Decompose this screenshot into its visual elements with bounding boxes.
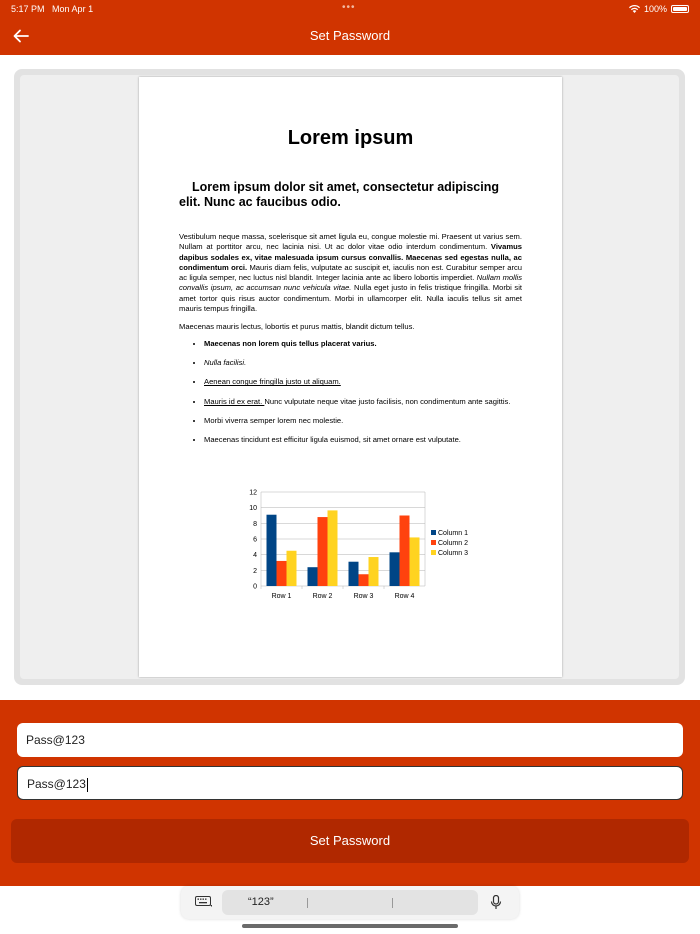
bar-chart (239, 487, 469, 617)
y-tick-label: 2 (253, 567, 257, 575)
bar (369, 557, 379, 586)
microphone-icon[interactable] (490, 895, 502, 910)
bar (287, 551, 297, 586)
legend-swatch (431, 550, 436, 555)
battery-icon (671, 5, 689, 13)
keyboard-shortcut-bar (181, 886, 519, 919)
document-subtitle: Lorem ipsum dolor sit amet, consectetur adipiscing elit. Nunc ac faucibus odio. (179, 180, 500, 209)
list-item: • Aenean congue fringilla justo ut aliquam. (204, 377, 522, 387)
x-tick-label: Row 2 (312, 593, 333, 600)
y-tick-label: 4 (253, 552, 257, 560)
text-caret (87, 778, 88, 792)
suggestion-separator (392, 898, 393, 908)
y-tick-label: 10 (249, 505, 257, 513)
password-input[interactable]: Pass@123 (17, 723, 683, 757)
set-password-button[interactable]: Set Password (11, 819, 689, 863)
status-time: 5:17 PM Mon Apr 1 (11, 4, 94, 14)
legend-label: Column 3 (438, 550, 468, 557)
list-item: • Nulla facilisi. (204, 358, 522, 368)
y-tick-label: 0 (253, 583, 257, 591)
wifi-icon (629, 5, 640, 13)
status-date: Mon Apr 1 (52, 4, 94, 14)
x-tick-label: Row 3 (353, 593, 374, 600)
document-paragraph-1: Vestibulum neque massa, scelerisque sit amet ligula eu, congue molestie mi. Praesent ut varius sem. Nullam at porttitor arcu, nec lacinia nisi. Ut ac dolor vitae odio interdum condimentum. Vivamus dapibus sodales ex, vitae malesuada ipsum cursus convallis. Maecenas sed egestas nulla, ac condimentum orci. Mauris diam felis, vulputate ac suscipit et, iaculis non est. Curabitur semper arcu ac ligula semper, nec luctus nisl blandit. Integer lacinia ante ac libero lobortis imperdiet. Nullam mollis convallis ipsum, ac accumsan nunc vehicula vitae. Nulla eget justo in felis tristique fringilla. Morbi sit amet tortor quis risus auctor condimentum. Morbi in ullamcorper elit. Nulla iaculis tellus sit amet mauris tempus fringilla. (179, 232, 523, 314)
suggestion-word[interactable]: “123” (248, 896, 274, 908)
bar (359, 574, 369, 586)
document-bullet-list (179, 339, 522, 446)
bar (390, 552, 400, 586)
bar (349, 562, 359, 586)
bar-chart-svg (239, 487, 469, 617)
list-item: • Maecenas tincidunt est efficitur ligula euismod, sit amet ornare est vulputate. (204, 435, 522, 445)
legend-label: Column 2 (438, 540, 468, 547)
legend-swatch (431, 530, 436, 535)
y-tick-label: 8 (253, 520, 257, 528)
list-item: • Morbi viverra semper lorem nec molestie. (204, 416, 522, 426)
bar (318, 517, 328, 586)
home-indicator[interactable] (242, 924, 458, 928)
keyboard-icon[interactable] (195, 896, 213, 908)
confirm-password-input[interactable]: Pass@123 (17, 766, 683, 800)
document-title: Lorem ipsum (287, 127, 414, 149)
bar (400, 516, 410, 587)
bar (267, 515, 277, 586)
x-tick-label: Row 4 (394, 593, 415, 600)
bar (308, 567, 318, 586)
app-bar (0, 18, 700, 55)
x-tick-label: Row 1 (271, 593, 292, 600)
battery-percent: 100% (643, 4, 667, 14)
status-bar (0, 0, 700, 18)
list-item: • Mauris id ex erat. Nunc vulputate neque vitae justo facilisis, non condimentum ante sagittis. (204, 397, 522, 407)
legend-swatch (431, 540, 436, 545)
document-page[interactable] (139, 77, 562, 677)
y-tick-label: 12 (249, 489, 257, 497)
suggestion-separator (307, 898, 308, 908)
status-right (629, 4, 689, 14)
multitasking-dots-icon[interactable]: ••• (342, 2, 356, 13)
legend-label: Column 1 (438, 530, 468, 537)
bar (277, 561, 287, 586)
list-item: • Maecenas non lorem quis tellus placerat varius. (204, 339, 522, 349)
bar (410, 537, 420, 586)
y-tick-label: 6 (253, 536, 257, 544)
bar (328, 510, 338, 586)
page-title: Set Password (309, 28, 391, 43)
document-paragraph-2: Maecenas mauris lectus, lobortis et purus mattis, blandit dictum tellus. (179, 322, 415, 332)
suggestion-strip[interactable] (222, 890, 478, 915)
